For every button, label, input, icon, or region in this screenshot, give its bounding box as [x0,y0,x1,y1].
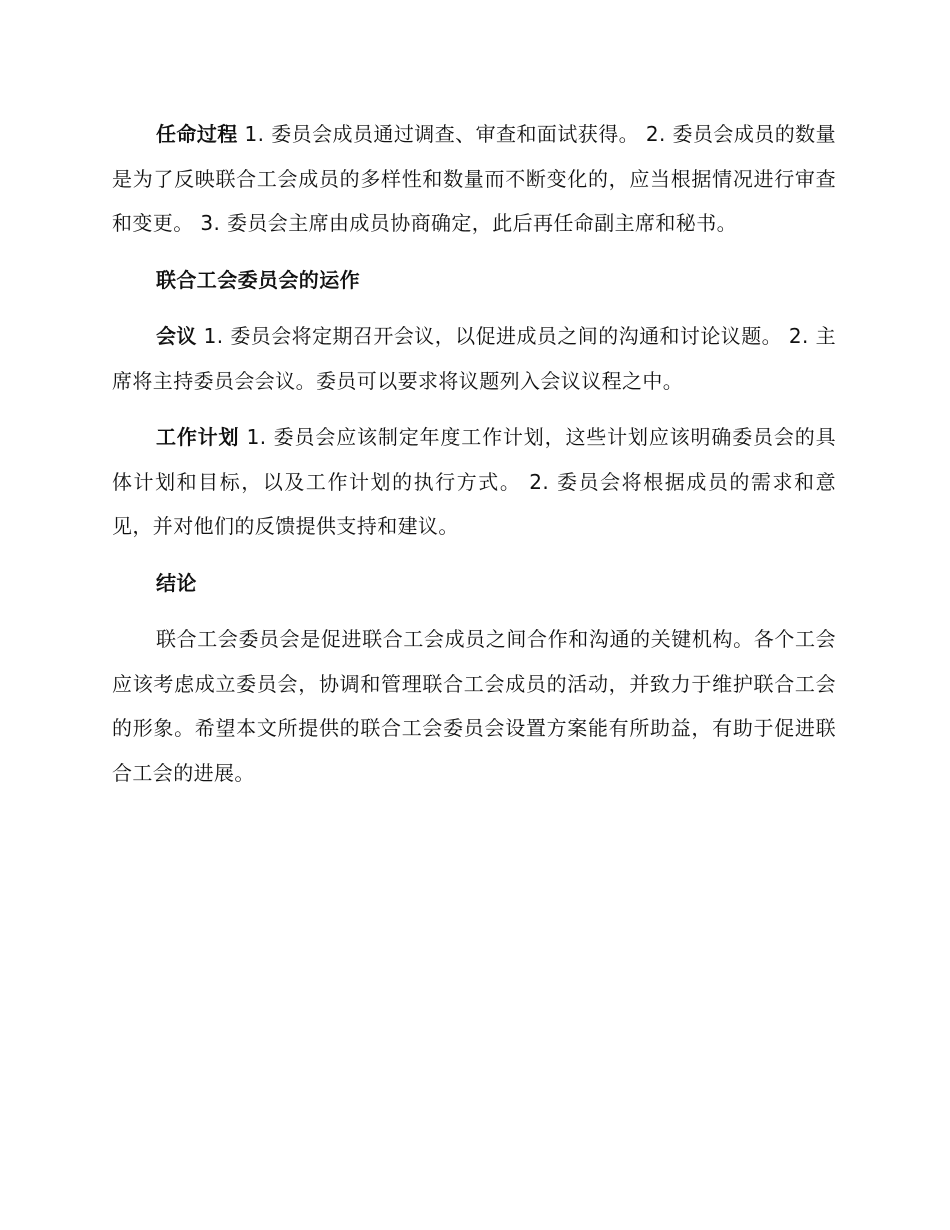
conclusion-heading: 结论 [156,570,197,595]
work-plan-paragraph [112,415,836,549]
meetings-text: 1. 委员会将定期召开会议，以促进成员之间的沟通和讨论议题。 2. 主席将主持委员会会议。委员可以要求将议题列入会议议程之中。 [112,324,836,393]
appointment-text: 1. 委员会成员通过调查、审查和面试获得。 2. 委员会成员的数量是为了反映联合工会成员的多样性和数量而不断变化的，应当根据情况进行审查和变更。 3. 委员会主席由成员协商确定，此后再任命副主席和秘书。 [112,122,836,235]
operation-heading: 联合工会委员会的运作 [156,267,360,292]
appointment-paragraph [112,112,836,246]
appointment-lead: 任命过程 [156,122,238,146]
meetings-paragraph [112,314,836,403]
meetings-lead: 会议 [156,324,197,348]
work-plan-text: 1. 委员会应该制定年度工作计划，这些计划应该明确委员会的具体计划和目标，以及工作计划的执行方式。 2. 委员会将根据成员的需求和意见，并对他们的反馈提供支持和建议。 [112,425,836,538]
work-plan-lead: 工作计划 [156,425,240,449]
conclusion-paragraph: 联合工会委员会是促进联合工会成员之间合作和沟通的关键机构。各个工会应该考虑成立委员会，协调和管理联合工会成员的活动，并致力于维护联合工会的形象。希望本文所提供的联合工会委员会设置方案能有所助益，有助于促进联合工会的进展。 [112,627,836,785]
